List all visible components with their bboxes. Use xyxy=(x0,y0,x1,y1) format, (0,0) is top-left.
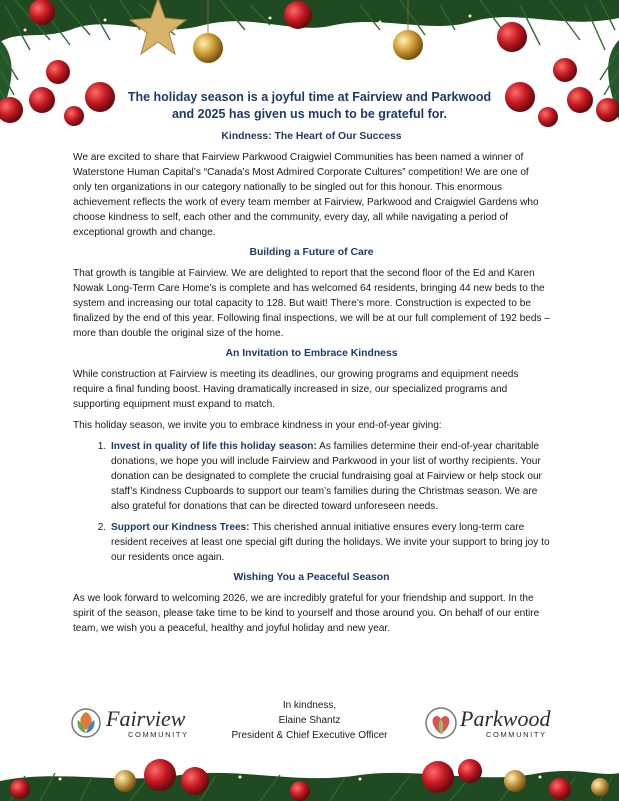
fairview-logo-word: Fairview xyxy=(106,706,186,731)
list-item-text: As families determine their end-of-year charitable donations, we hope you will include Fairview and Parkwood in your list of worthy recipients. Your donation can be designated to complete the crucial fundraising goal at Fairview or help stock our staff’s Kindness Cupboards to support our team’s families during the Christmas season. We are also grateful for donations that can be directed toward unforeseen needs. xyxy=(111,441,542,512)
paragraph-invite: This holiday season, we invite you to embrace kindness in your end-of-year giving: xyxy=(73,420,442,431)
section-heading-building: Building a Future of Care xyxy=(249,247,374,258)
parkwood-logo xyxy=(424,706,554,742)
parkwood-logo-word: Parkwood xyxy=(460,706,551,731)
section-heading-wishing: Wishing You a Peaceful Season xyxy=(233,572,390,583)
list-item-lead: Invest in quality of life this holiday season: xyxy=(111,441,317,452)
paragraph-growth: That growth is tangible at Fairview. We are delighted to report that the second floor of the Ed and Karen Nowak Long-Term Care Home’s is complete and has welcomed 64 residents, bringing 44 new beds to the system and increasing our total capacity to 128. But wait! There’s more. Construction is expected to be finalized by the end of this year. Following final inspections, we will be at our full complement of 192 beds – more than double the original size of the home. xyxy=(73,268,550,339)
parkwood-heart-icon xyxy=(424,706,458,740)
list-item xyxy=(109,520,550,565)
signature-closing: In kindness, xyxy=(282,700,337,711)
headline-line-1: The holiday season is a joyful time at Fairview and Parkwood xyxy=(127,90,492,104)
paragraph-construction: While construction at Fairview is meeting its deadlines, our growing programs and equipment needs require a final funding boost. Having dramatically increased in size, our specialized programs and supporting equipment must expand to match. xyxy=(73,369,519,410)
list-item-text: This cherished annual initiative ensures every long-term care resident receives at least one special gift during the holidays. We invite your support to bring joy to our residents once again. xyxy=(111,522,550,563)
list-item-lead: Support our Kindness Trees: xyxy=(111,522,250,533)
letter-body xyxy=(73,130,550,642)
pine-branches xyxy=(0,771,619,801)
paragraph-closing: As we look forward to welcoming 2026, we are incredibly grateful for your friendship and support. In the spirit of the season, please take time to be kind to yourself and those around you. On behalf of our entire team, we wish you a peaceful, healthy and joyful holiday and new year. xyxy=(73,593,540,634)
signature-title: President & Chief Executive Officer xyxy=(231,730,388,741)
page-headline xyxy=(0,89,619,123)
parkwood-logo-sub: COMMUNITY xyxy=(486,730,547,739)
paragraph-award: We are excited to share that Fairview Parkwood Craigwiel Communities has been named a winner of Waterstone Human Capital’s “Canada’s Most Admired Corporate Cultures” competition! We are one of only ten organizations in our category nationally to be singled out for this honour. This enormous achievement reflects the work of every team member at Fairview, Parkwood and Craigwiel Gardens who choose kindness to self, each other and the community, every day, all while navigating a period of exceptional growth and change. xyxy=(73,152,539,238)
fairview-logo-sub: COMMUNITY xyxy=(128,730,189,739)
section-heading-invitation: An Invitation to Embrace Kindness xyxy=(225,348,398,359)
giving-options-list xyxy=(73,439,550,565)
headline-line-2: and 2025 has given us much to be grateful for. xyxy=(171,107,448,121)
bottom-garland-decoration xyxy=(0,741,619,801)
section-heading-kindness: Kindness: The Heart of Our Success xyxy=(221,131,402,142)
signature-name: Elaine Shantz xyxy=(278,715,341,726)
list-item xyxy=(109,439,550,514)
